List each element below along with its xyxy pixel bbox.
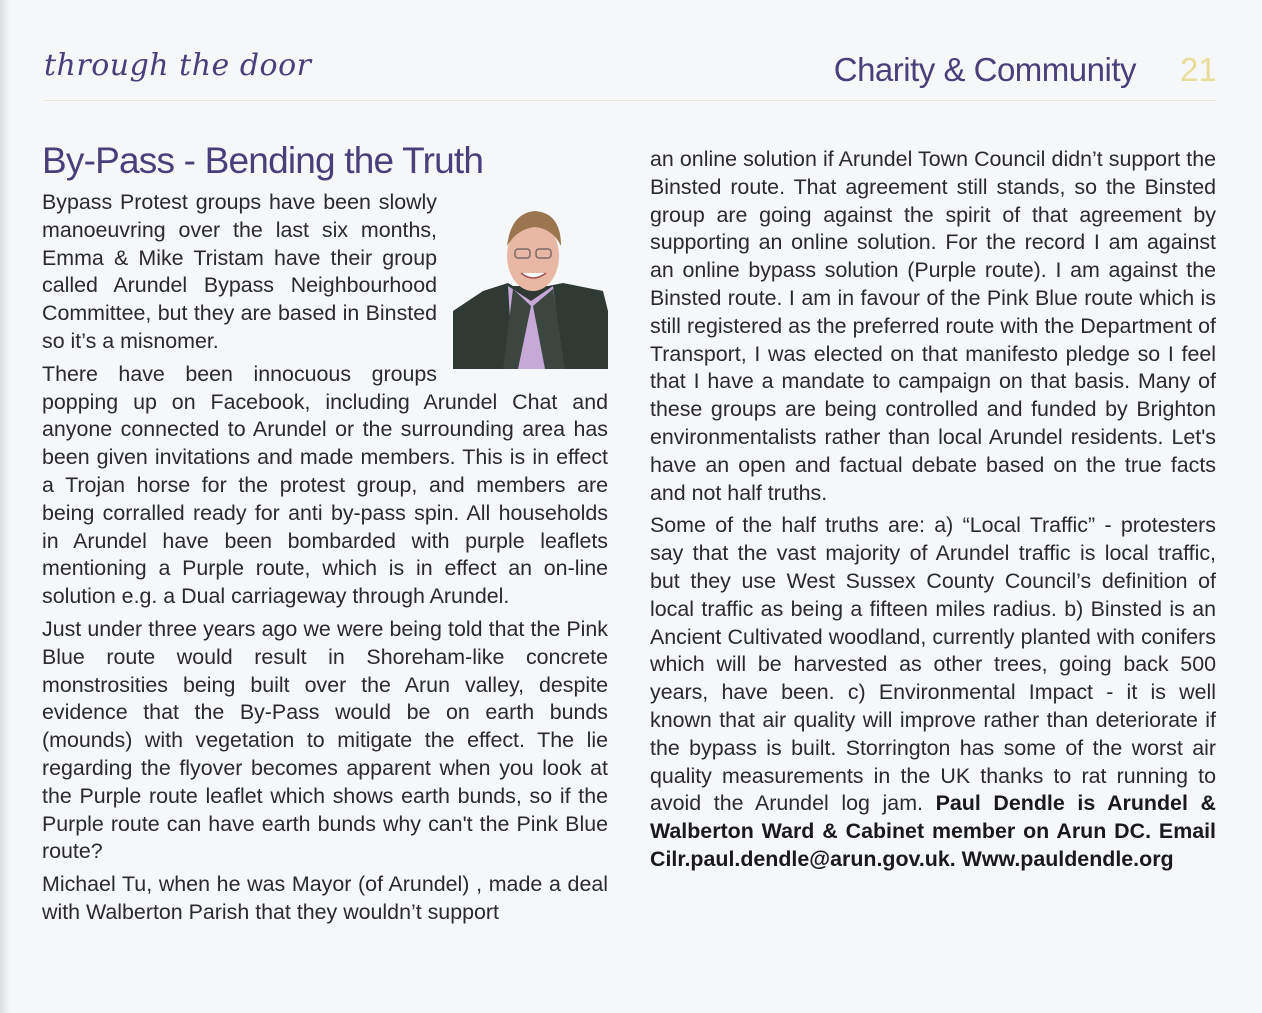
article-column-left bbox=[42, 189, 608, 932]
section-title: Charity & Community bbox=[833, 51, 1136, 88]
paragraph: Bypass Protest groups have been slowly manoeuvring over the last six months, Emma & Mike Tristam have their group called Arundel Bypass Neighbourhood Committee, but they are based in Binsted so it’s a misnomer. bbox=[42, 190, 437, 353]
header-divider bbox=[44, 100, 1216, 101]
page-number: 21 bbox=[1180, 51, 1217, 88]
paragraph: Just under three years ago we were being told that the Pink Blue route would result in Shoreham-like concrete monstrosities being built over the Arun valley, despite evidence that the By-Pass would be on earth bunds (mounds) with vegetation to mitigate the effect. The lie regarding the flyover becomes apparent when you look at the Purple route leaflet which shows earth bunds, so if the Purple route can have earth bunds why can't the Pink Blue route? bbox=[42, 616, 608, 864]
paragraph-with-signoff bbox=[650, 512, 1216, 873]
paragraph: Michael Tu, when he was Mayor (of Arundel) , made a deal with Walberton Parish that they wouldn’t support bbox=[42, 872, 608, 924]
page-gutter-shadow bbox=[0, 0, 10, 1013]
paragraph: an online solution if Arundel Town Council didn’t support the Binsted route. That agreement still stands, so the Binsted group are going against the spirit of that agreement by supporting an online solution. For the record I am against an online bypass solution (Purple route). I am against the Binsted route. I am in favour of the Pink Blue route which is still registered as the preferred route with the Department of Transport, I was elected on that manifesto pledge so I feel that I have a mandate to campaign on that basis. Many of these groups are being controlled and funded by Brighton environmentalists rather than local Arundel residents. Let's have an open and factual debate based on the true facts and not half truths. bbox=[650, 147, 1216, 505]
paragraph-text: Some of the half truths are: a) “Local Traffic” - protesters say that the vast majority of Arundel traffic is local traffic, but they use West Sussex County Council’s definition of local traffic as being a fifteen miles radius. b) Binsted is an Ancient Cultivated woodland, currently planted with conifers which will be harvested as other trees, going back 500 years, have been. c) Environmental Impact - it is well known that air quality will improve rather than deteriorate if the bypass is built. Storrington has some of the worst air quality measurements in the UK thanks to rat running to avoid the Arundel log jam. bbox=[650, 513, 1216, 816]
author-signoff: Paul Dendle is Arundel & Walberton Ward & Cabinet member on Arun DC. Email Cilr.paul.dendle@arun.gov.uk. Www.pauldendle.org bbox=[650, 791, 1216, 871]
paragraph: There have been innocuous groups popping up on Facebook, including Arundel Chat and anyone connected to Arundel or the surrounding area has been given invitations and made members. This is in effect a Trojan horse for the protest group, and members are being corralled ready for anti by-pass spin. All households in Arundel have been bombarded with purple leaflets mentioning a Purple route, which is in effect an on-line solution e.g. a Dual carriageway through Arundel. bbox=[42, 361, 608, 609]
magazine-brand: through the door bbox=[44, 48, 312, 83]
article-column-right bbox=[650, 146, 1216, 879]
author-portrait-image bbox=[453, 191, 608, 369]
author-photo bbox=[453, 191, 608, 369]
article-headline: By-Pass - Bending the Truth bbox=[42, 140, 484, 181]
